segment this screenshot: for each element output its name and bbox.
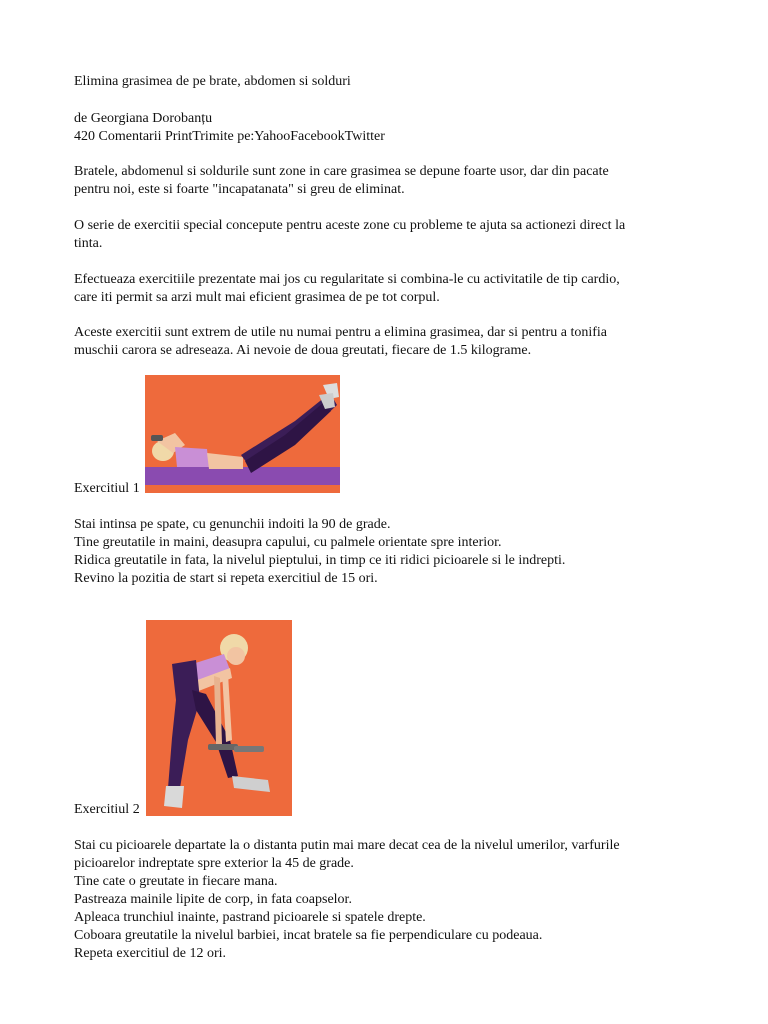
exercise-1-photo [145,375,340,493]
exercise-1-label: Exercitiul 1 [74,481,140,496]
intro-paragraph-4-line-2: muschii carora se adreseaza. Ai nevoie de doua greutati, fiecare de 1.5 kilograme. [74,343,532,358]
intro-paragraph-3-line-2: care iti permit sa arzi mult mai eficient grasimea de pe tot corpul. [74,290,440,305]
exercise-2-step-6: Coboara greutatile la nivelul barbiei, incat bratele sa fie perpendiculare cu podeaua. [74,928,543,943]
exercise-1-step-1: Stai intinsa pe spate, cu genunchii indoiti la 90 de grade. [74,517,391,532]
exercise-1-step-3: Ridica greutatile in fata, la nivelul pieptului, in timp ce iti ridici picioarele si le indrepti. [74,553,566,568]
exercise-2-step-5: Apleaca trunchiul inainte, pastrand picioarele si spatele drepte. [74,910,426,925]
exercise-2-photo [146,620,292,816]
article-byline: de Georgiana Dorobanțu [74,111,213,126]
article-meta-line: 420 Comentarii PrintTrimite pe:YahooFacebookTwitter [74,129,385,144]
exercise-2-illustration [146,620,292,816]
intro-paragraph-3-line-1: Efectueaza exercitiile prezentate mai jos cu regularitate si combina-le cu activitatile de tip cardio, [74,272,620,287]
exercise-2-label: Exercitiul 2 [74,802,140,817]
intro-paragraph-2-line-2: tinta. [74,236,103,251]
intro-paragraph-4-line-1: Aceste exercitii sunt extrem de utile nu numai pentru a elimina grasimea, dar si pentru a tonifia [74,325,607,340]
exercise-1-step-2: Tine greutatile in maini, deasupra capului, cu palmele orientate spre interior. [74,535,502,550]
intro-paragraph-1-line-2: pentru noi, este si foarte "incapatanata" si greu de eliminat. [74,182,405,197]
exercise-2-step-1: Stai cu picioarele departate la o distanta putin mai mare decat cea de la nivelul umerilor, varfurile [74,838,620,853]
exercise-2-step-2: picioarelor indreptate spre exterior la 45 de grade. [74,856,354,871]
article-title: Elimina grasimea de pe brate, abdomen si solduri [74,74,351,89]
exercise-2-step-4: Pastreaza mainile lipite de corp, in fata coapselor. [74,892,352,907]
exercise-1-step-4: Revino la pozitia de start si repeta exercitiul de 15 ori. [74,571,378,586]
exercise-2-step-7: Repeta exercitiul de 12 ori. [74,946,226,961]
intro-paragraph-1-line-1: Bratele, abdomenul si soldurile sunt zone in care grasimea se depune foarte usor, dar din pacate [74,164,609,179]
intro-paragraph-2-line-1: O serie de exercitii special concepute pentru aceste zone cu probleme te ajuta sa actionezi direct la [74,218,626,233]
exercise-1-illustration [145,375,340,493]
exercise-2-step-3: Tine cate o greutate in fiecare mana. [74,874,278,889]
